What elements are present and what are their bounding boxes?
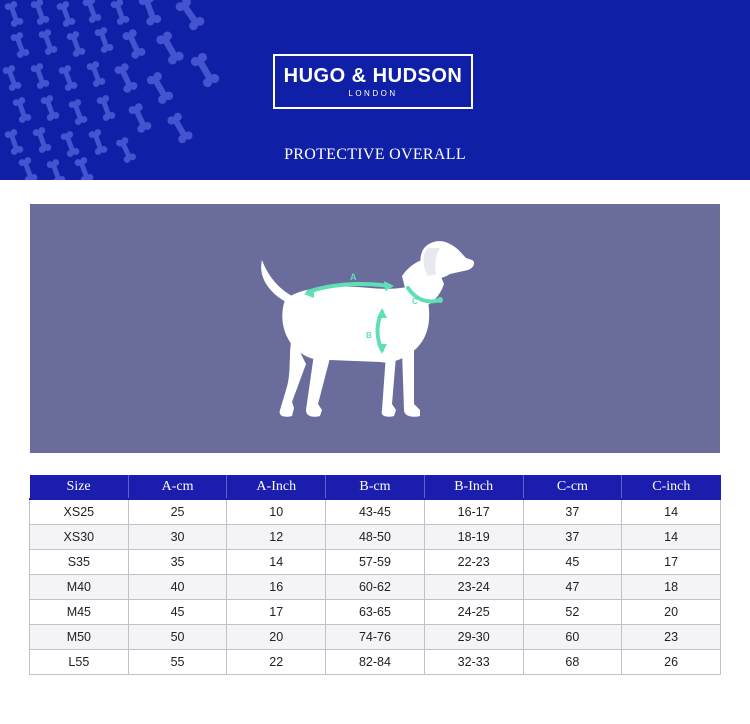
table-cell: 45 <box>523 550 622 575</box>
table-cell: 23-24 <box>424 575 523 600</box>
table-cell: 16 <box>227 575 326 600</box>
table-cell: 22-23 <box>424 550 523 575</box>
product-title: PROTECTIVE OVERALL <box>284 146 466 163</box>
table-cell: 37 <box>523 499 622 525</box>
table-row <box>30 550 721 575</box>
table-cell: 22 <box>227 650 326 675</box>
table-row <box>30 499 721 525</box>
table-cell: 18-19 <box>424 525 523 550</box>
header-banner <box>0 0 750 180</box>
table-cell: 25 <box>128 499 227 525</box>
brand-city: LONDON <box>348 89 398 98</box>
table-cell: S35 <box>30 550 129 575</box>
table-cell: 17 <box>622 550 721 575</box>
table-cell: 82-84 <box>326 650 425 675</box>
header-b-cm: B-cm <box>326 475 425 499</box>
table-cell: 47 <box>523 575 622 600</box>
table-cell: 30 <box>128 525 227 550</box>
header-a-cm: A-cm <box>128 475 227 499</box>
table-cell: 52 <box>523 600 622 625</box>
table-cell: 60 <box>523 625 622 650</box>
table-cell: 14 <box>227 550 326 575</box>
header-c-cm: C-cm <box>523 475 622 499</box>
table-cell: 50 <box>128 625 227 650</box>
measurement-illustration <box>30 204 720 453</box>
table-cell: 29-30 <box>424 625 523 650</box>
size-chart-table <box>29 475 721 675</box>
table-row <box>30 650 721 675</box>
table-cell: 12 <box>227 525 326 550</box>
header-b-inch: B-Inch <box>424 475 523 499</box>
table-cell: 74-76 <box>326 625 425 650</box>
table-cell: M50 <box>30 625 129 650</box>
table-cell: 45 <box>128 600 227 625</box>
table-cell: 18 <box>622 575 721 600</box>
table-header-row <box>30 475 721 499</box>
table-row <box>30 525 721 550</box>
measure-label-b: B <box>366 331 372 340</box>
table-cell: 57-59 <box>326 550 425 575</box>
measure-label-c: C <box>412 297 418 306</box>
table-cell: XS25 <box>30 499 129 525</box>
table-cell: 20 <box>227 625 326 650</box>
table-cell: 68 <box>523 650 622 675</box>
table-cell: 60-62 <box>326 575 425 600</box>
table-cell: L55 <box>30 650 129 675</box>
header-a-inch: A-Inch <box>227 475 326 499</box>
header-c-inch: C-inch <box>622 475 721 499</box>
table-row <box>30 575 721 600</box>
table-cell: 24-25 <box>424 600 523 625</box>
table-cell: 55 <box>128 650 227 675</box>
brand-logo <box>273 54 473 109</box>
table-cell: 37 <box>523 525 622 550</box>
header-size: Size <box>30 475 129 499</box>
table-cell: 63-65 <box>326 600 425 625</box>
dog-measurement-icon <box>30 204 720 453</box>
table-row <box>30 625 721 650</box>
table-cell: 40 <box>128 575 227 600</box>
table-cell: 10 <box>227 499 326 525</box>
table-cell: 48-50 <box>326 525 425 550</box>
table-cell: 17 <box>227 600 326 625</box>
table-row <box>30 600 721 625</box>
table-cell: 32-33 <box>424 650 523 675</box>
table-cell: 20 <box>622 600 721 625</box>
table-cell: XS30 <box>30 525 129 550</box>
brand-name: HUGO & HUDSON <box>283 65 463 87</box>
table-body <box>30 499 721 675</box>
table-cell: 23 <box>622 625 721 650</box>
table-cell: M45 <box>30 600 129 625</box>
table-cell: 14 <box>622 499 721 525</box>
table-cell: 43-45 <box>326 499 425 525</box>
table-cell: 35 <box>128 550 227 575</box>
table-cell: 26 <box>622 650 721 675</box>
table-cell: 14 <box>622 525 721 550</box>
table-cell: 16-17 <box>424 499 523 525</box>
measure-label-a: A <box>350 272 357 282</box>
table-cell: M40 <box>30 575 129 600</box>
